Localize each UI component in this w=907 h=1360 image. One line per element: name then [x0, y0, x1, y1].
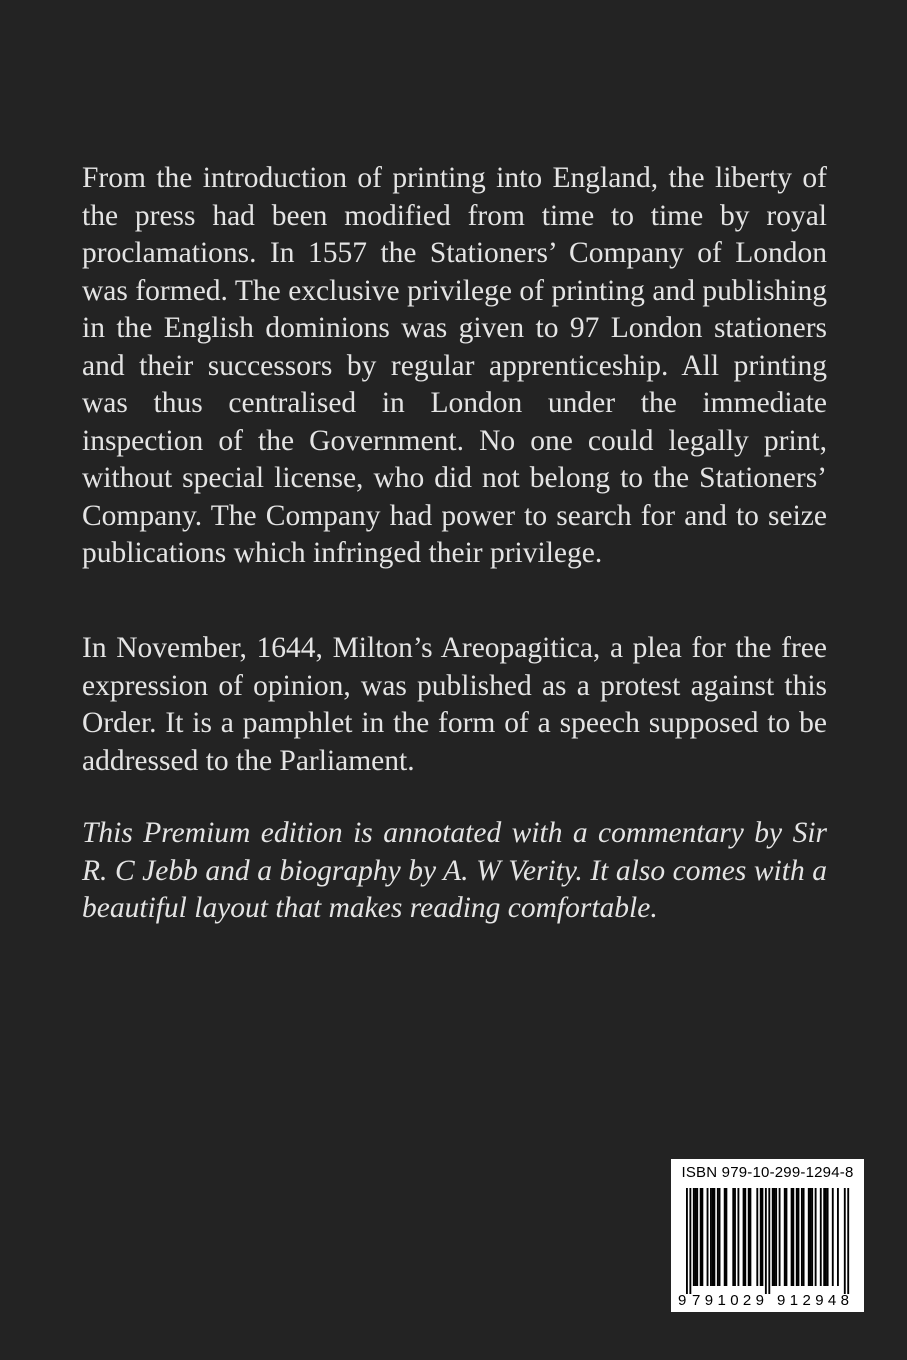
barcode-bar: [786, 1188, 788, 1286]
barcode-bar: [695, 1188, 697, 1286]
barcode-bar: [701, 1188, 703, 1286]
description-paragraph-2: In November, 1644, Milton’s Areopagitica, a plea for the free expression of opinion, was published as a protest against this Order. It is a pamphlet in the form of a speech supposed to be addressed to the Parliament.: [82, 632, 827, 777]
barcode-bar: [725, 1188, 727, 1286]
barcode-bar: [837, 1188, 839, 1286]
barcode-bar: [765, 1188, 767, 1294]
description-paragraph-1: From the introduction of printing into England, the liberty of the press had been modified from time to time by royal proclamations. In 1557 the Stationers’ Company of London was formed. The exclusive privilege of printing and publishing in the English dominions was given to 97 London stationers and their successors by regular apprenticeship. All printing was thus centralised in London under the immediate inspection of the Government. No one could legally print, without special license, who did not belong to the Stationers’ Company. The Company had power to search for and to seize publications which infringed their privilege.: [82, 162, 827, 569]
barcode-bar: [791, 1188, 793, 1286]
barcode-first-digit: 9: [678, 1292, 687, 1309]
barcode-bar: [811, 1188, 813, 1286]
barcode-bar: [700, 1188, 702, 1286]
barcode-bar: [779, 1188, 781, 1286]
barcode-bar: [689, 1188, 691, 1294]
barcode-bar: [823, 1188, 825, 1286]
barcode-bar: [761, 1188, 763, 1286]
barcode-bar: [734, 1188, 736, 1286]
barcode-graphic: [672, 1186, 863, 1311]
barcode-bar: [693, 1188, 695, 1286]
barcode-bar: [810, 1188, 812, 1286]
barcode-bar: [847, 1188, 849, 1294]
barcode-bar: [801, 1188, 803, 1286]
barcode-bar: [815, 1188, 817, 1286]
barcode-bar: [803, 1188, 805, 1286]
barcode-bar: [796, 1188, 798, 1286]
barcode-right-digits: 912948: [777, 1292, 849, 1309]
barcode-bar: [724, 1188, 726, 1286]
barcode-bar: [712, 1188, 714, 1286]
barcode-bar: [827, 1188, 829, 1286]
barcode-bar: [832, 1188, 834, 1286]
barcode-bar: [768, 1188, 770, 1294]
barcode-bar: [825, 1188, 827, 1286]
edition-note: This Premium edition is annotated with a commentary by Sir R. C Jebb and a biography by A. W Verity. It also comes with a beautiful layout that makes reading comfortable.: [82, 817, 827, 924]
barcode-bar: [744, 1188, 746, 1286]
barcode-bar: [798, 1188, 800, 1286]
barcode-bar: [748, 1188, 750, 1286]
barcode-bar: [774, 1188, 776, 1286]
barcode-bar: [707, 1188, 709, 1286]
barcode-bar: [760, 1188, 762, 1286]
barcode-bar: [772, 1188, 774, 1286]
barcode-bar: [696, 1188, 698, 1286]
barcode-bar: [756, 1188, 758, 1286]
barcode-bar: [844, 1188, 846, 1294]
barcode-bar: [719, 1188, 721, 1286]
barcode-bar: [775, 1188, 777, 1286]
barcode-bar: [792, 1188, 794, 1286]
barcode-bar: [749, 1188, 751, 1286]
isbn-barcode: [671, 1159, 864, 1312]
barcode-bar: [784, 1188, 786, 1286]
barcode-bar: [713, 1188, 715, 1286]
barcode-bar: [737, 1188, 739, 1286]
barcode-left-digits: 791029: [692, 1292, 764, 1309]
isbn-label: ISBN 979-10-299-1294-8: [681, 1164, 854, 1181]
barcode-bar: [686, 1188, 688, 1294]
barcode-bar: [710, 1188, 712, 1286]
barcode-bar: [717, 1188, 719, 1286]
barcode-bar: [743, 1188, 745, 1286]
barcode-bar: [732, 1188, 734, 1286]
barcode-bar: [820, 1188, 822, 1286]
barcode-bar: [808, 1188, 810, 1286]
